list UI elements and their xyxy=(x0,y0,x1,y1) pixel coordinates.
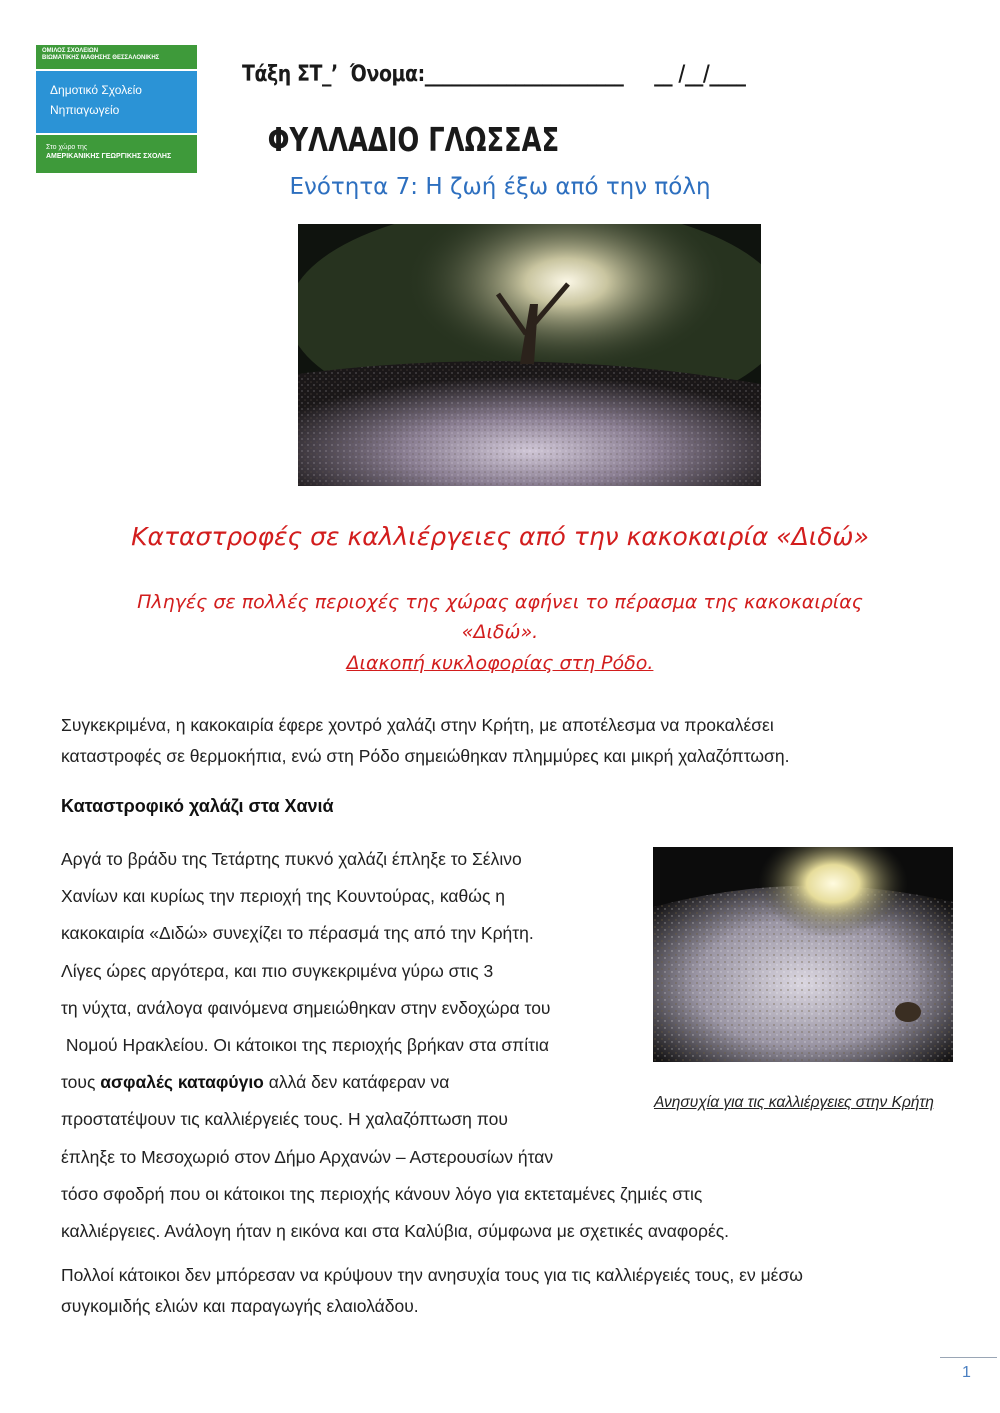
body-line xyxy=(61,1064,729,1101)
subhead-line-1: Πληγές σε πολλές περιοχές της χώρας αφήνει το πέρασμα της κακοκαιρίας xyxy=(137,591,863,613)
logo-top-line1: ΟΜΙΛΟΣ ΣΧΟΛΕΙΩΝ xyxy=(42,48,99,54)
night-tree-photo xyxy=(298,224,761,486)
intro-line-2: καταστροφές σε θερμοκήπια, ενώ στη Ρόδο σημειώθηκαν πλημμύρες και μικρή χαλαζόπτωση. xyxy=(61,746,790,766)
body-line: Λίγες ώρες αργότερα, και πιο συγκεκριμένα γύρω στις 3 xyxy=(61,960,494,981)
body-line: Χανίων και κυρίως την περιοχή της Κουντούρας, καθώς η xyxy=(61,886,505,907)
photo-caption xyxy=(654,1091,954,1114)
intro-line-1: Συγκεκριμένα, η κακοκαιρία έφερε χοντρό χαλάζι στην Κρήτη, με αποτέλεσμα να προκαλέσει xyxy=(61,715,774,735)
body-line: έπληξε το Μεσοχωριό στον Δήμο Αρχανών – Αστερουσίων ήταν xyxy=(61,1146,554,1167)
body-line-text: αλλά δεν κατάφεραν να xyxy=(263,1072,450,1093)
article-headline: Καταστροφές σε καλλιέργειες από την κακοκαιρία «Διδώ» xyxy=(131,522,869,551)
subhead-line-2: «Διδώ». xyxy=(461,621,539,643)
body-line: Νομού Ηρακλείου. Οι κάτοικοι της περιοχής βρήκαν στα σπίτια xyxy=(61,1035,550,1056)
logo-bot-line1: Στο χώρο της xyxy=(46,144,88,151)
logo-top-line2: ΒΙΩΜΑΤΙΚΗΣ ΜΑΘΗΣΗΣ ΘΕΣΣΑΛΟΝΙΚΗΣ xyxy=(42,55,160,61)
safe-shelter-bold: ασφαλές καταφύγιο xyxy=(100,1072,264,1093)
body-paragraph xyxy=(61,841,729,1250)
student-info-line: Τάξη ΣΤ_’ Όνομα:______________________ __ /__/____ xyxy=(242,62,746,87)
body-line: προστατέψουν τις καλλιέργειές τους. Η χαλαζόπτωση που xyxy=(61,1109,508,1130)
logo-mid-line1: Δημοτικό Σχολείο xyxy=(50,83,142,97)
page-number-rule xyxy=(940,1357,997,1358)
caption-text: Ανησυχία για τις καλλιέργειες στην Κρήτη xyxy=(654,1094,934,1111)
page-number: 1 xyxy=(962,1364,971,1381)
body-line: τόσο σφοδρή που οι κάτοικοι της περιοχής κάνουν λόγο για εκτεταμένες ζημιές στις xyxy=(61,1183,703,1204)
article-subhead xyxy=(60,587,940,647)
page-title: ΦΥΛΛΑΔΙΟ ΓΛΩΣΣΑΣ xyxy=(267,120,560,159)
logo-top-band xyxy=(36,45,197,69)
logo-bot-line2: ΑΜΕΡΙΚΑΝΙΚΗΣ ΓΕΩΡΓΙΚΗΣ ΣΧΟΛΗΣ xyxy=(46,153,172,160)
subhead-line-3: Διακοπή κυκλοφορίας στη Ρόδο. xyxy=(346,652,654,674)
article-subhead-underlined xyxy=(0,652,1000,674)
unit-title: Ενότητα 7: Η ζωή έξω από την πόλη xyxy=(289,174,711,200)
closing-line-1: Πολλοί κάτοικοι δεν μπόρεσαν να κρύψουν την ανησυχία τους για τις καλλιέργειές τους, εν μέσω xyxy=(61,1265,803,1285)
closing-line-2: συγκομιδής ελιών και παραγωγής ελαιολάδου. xyxy=(61,1296,419,1316)
body-line: τη νύχτα, ανάλογα φαινόμενα σημειώθηκαν στην ενδοχώρα του xyxy=(61,997,551,1018)
section-heading: Καταστροφικό χαλάζι στα Χανιά xyxy=(61,796,334,816)
body-line: Αργά το βράδυ της Τετάρτης πυκνό χαλάζι έπληξε το Σέλινο xyxy=(61,849,522,869)
body-line: καλλιέργειες. Ανάλογη ήταν η εικόνα και στα Καλύβια, σύμφωνα με σχετικές αναφορές. xyxy=(61,1221,730,1242)
body-line: κακοκαιρία «Διδώ» συνεχίζει το πέρασμά της από την Κρήτη. xyxy=(61,923,534,944)
hail-ground-photo xyxy=(653,847,953,1062)
logo-mid-line2: Νηπιαγωγείο xyxy=(50,103,120,117)
intro-paragraph xyxy=(61,710,789,772)
closing-paragraph xyxy=(61,1260,803,1322)
body-line-text: τους xyxy=(61,1072,101,1093)
